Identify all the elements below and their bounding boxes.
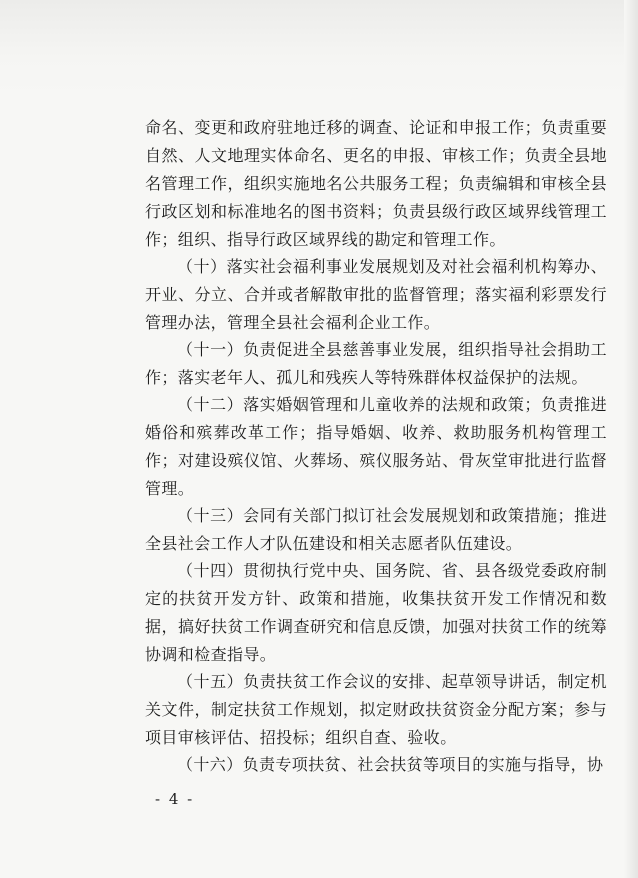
paragraph-item-11: （十一）负责促进全县慈善事业发展，组织指导社会捐助工作；落实老年人、孤儿和残疾人等特殊群体权益保护的法规。 (145, 340, 607, 387)
page-number: - 4 - (155, 790, 195, 808)
document-body (145, 114, 607, 778)
paragraph-item-10: （十）落实社会福利事业发展规划及对社会福利机构筹办、开业、分立、合并或者解散审批的监督管理；落实福利彩票发行管理办法，管理全县社会福利企业工作。 (145, 257, 607, 332)
paragraph-item-16: （十六）负责专项扶贫、社会扶贫等项目的实施与指导，协 (177, 755, 604, 774)
paragraph-continuation: 命名、变更和政府驻地迁移的调查、论证和申报工作；负责重要自然、人文地理实体命名、更名的申报、审核工作；负责全县地名管理工作，组织实施地名公共服务工程；负责编辑和审核全县行政区划和标准地名的图书资料；负责县级行政区域界线管理工作；组织、指导行政区域界线的勘定和管理工作。 (145, 118, 607, 249)
paragraph-item-12: （十二）落实婚姻管理和儿童收养的法规和政策；负责推进婚俗和殡葬改革工作；指导婚姻、收养、救助服务机构管理工作；对建设殡仪馆、火葬场、殡仪服务站、骨灰堂审批进行监督管理。 (145, 395, 607, 498)
paragraph-item-14: （十四）贯彻执行党中央、国务院、省、县各级党委政府制定的扶贫开发方针、政策和措施，收集扶贫开发工作情况和数据，搞好扶贫工作调查研究和信息反馈，加强对扶贫工作的统筹协调和检查指导。 (145, 561, 607, 664)
paragraph-item-15: （十五）负责扶贫工作会议的安排、起草领导讲话，制定机关文件，制定扶贫工作规划，拟定财政扶贫资金分配方案；参与项目审核评估、招投标；组织自查、验收。 (145, 672, 607, 747)
paragraph-item-13: （十三）会同有关部门拟订社会发展规划和政策措施；推进全县社会工作人才队伍建设和相关志愿者队伍建设。 (145, 506, 607, 553)
scan-shadow-top (0, 0, 638, 95)
scan-shadow-right (624, 0, 638, 878)
